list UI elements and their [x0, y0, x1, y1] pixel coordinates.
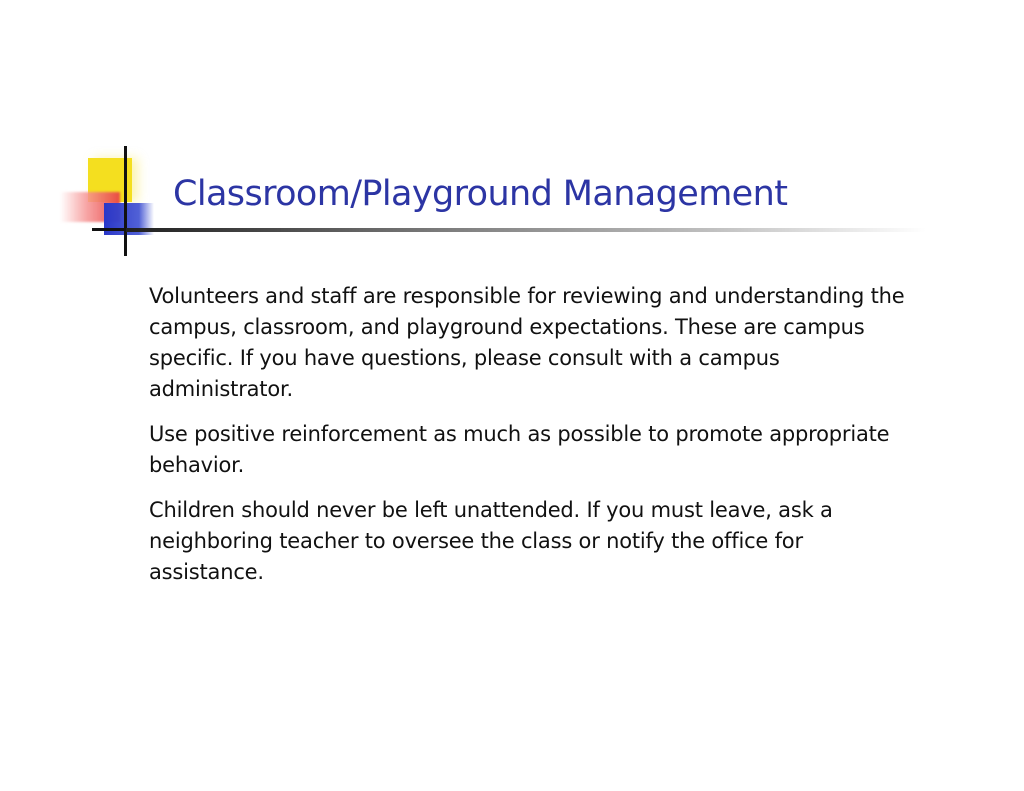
vertical-black-line	[124, 146, 127, 256]
paragraph-supervision: Children should never be left unattended. If you must leave, ask a neighboring teacher to oversee the class or notify the office for assistance.	[149, 498, 833, 584]
paragraph-positive-reinforcement: Use positive reinforcement as much as possible to promote appropriate behavior.	[149, 422, 890, 477]
paragraph-responsibility: Volunteers and staff are responsible for reviewing and understanding the campus, classroom, and playground expectations. These are campus specific. If you have questions, please consult with a campus administrator.	[149, 284, 905, 401]
title-underline-divider	[126, 228, 926, 232]
decorative-color-blocks-logo	[56, 146, 166, 256]
slide-title: Classroom/Playground Management	[173, 174, 788, 214]
slide-body	[149, 281, 909, 588]
